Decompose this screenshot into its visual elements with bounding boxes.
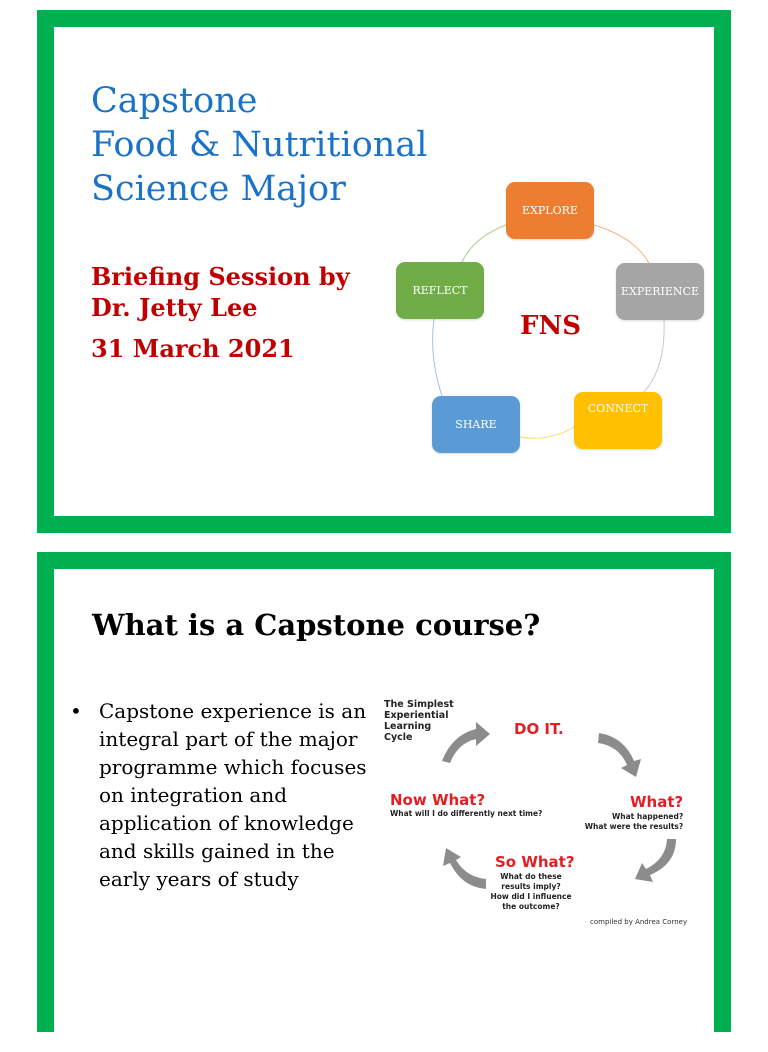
slide-2-canvas	[54, 569, 714, 1052]
so-what-question-2: results imply?	[501, 882, 561, 891]
diagram-credit: compiled by Andrea Corney	[590, 918, 688, 926]
so-what-question-3: How did I influence	[490, 892, 572, 901]
title-line-3: Science Major	[91, 169, 346, 209]
cycle-node-share: SHARE	[432, 396, 520, 453]
stage-so-what: So What?	[495, 853, 575, 871]
subtitle-line-2: Dr. Jetty Lee	[91, 293, 258, 322]
cycle-node-reflect: REFLECT	[396, 262, 484, 319]
stage-so-what-questions	[486, 872, 576, 912]
stage-now-what: Now What?	[390, 791, 486, 809]
cycle-center-label: FNS	[520, 311, 582, 341]
title-line-2: Food & Nutritional	[91, 125, 428, 165]
stage-now-what-question: What will I do differently next time?	[390, 809, 543, 818]
stage-do-it: DO IT.	[514, 720, 564, 738]
slide-1-canvas	[54, 27, 714, 516]
slide-1-frame	[37, 10, 731, 533]
what-question-1: What happened?	[612, 812, 684, 821]
what-question-2: What were the results?	[584, 822, 684, 831]
subtitle-line-1: Briefing Session by	[91, 262, 350, 291]
cycle-title-line-4: Cycle	[384, 732, 413, 743]
bullet-text: Capstone experience is an integral part of the major programme which focuses on integration and application of knowledge and skills gained in the early years of study	[99, 699, 367, 891]
arrow-up-left-icon	[443, 848, 486, 889]
arrow-down-left-icon	[635, 839, 676, 882]
cycle-node-connect: CONNECT	[574, 392, 662, 449]
cycle-node-experience: EXPERIENCE	[616, 263, 704, 320]
learning-cycle-diagram	[384, 699, 714, 939]
arrow-down-right-icon	[598, 733, 641, 777]
bullet-marker: •	[70, 699, 82, 723]
title-line-1: Capstone	[91, 81, 258, 121]
cycle-node-explore: EXPLORE	[506, 182, 594, 239]
cycle-title-line-2: Experiential	[384, 710, 449, 721]
slide-2-frame	[37, 552, 731, 1032]
slide-subtitle	[91, 261, 350, 364]
slide-title	[91, 79, 427, 211]
cycle-title-line-1: The Simplest	[384, 699, 454, 710]
so-what-question-1: What do these	[500, 872, 562, 881]
presentation-date: 31 March 2021	[91, 334, 295, 363]
stage-what: What?	[630, 793, 684, 811]
stage-what-questions	[584, 812, 683, 832]
cycle-title	[384, 699, 454, 743]
slide-heading: What is a Capstone course?	[92, 608, 541, 642]
cycle-title-line-3: Learning	[384, 721, 432, 732]
so-what-question-4: the outcome?	[502, 902, 560, 911]
